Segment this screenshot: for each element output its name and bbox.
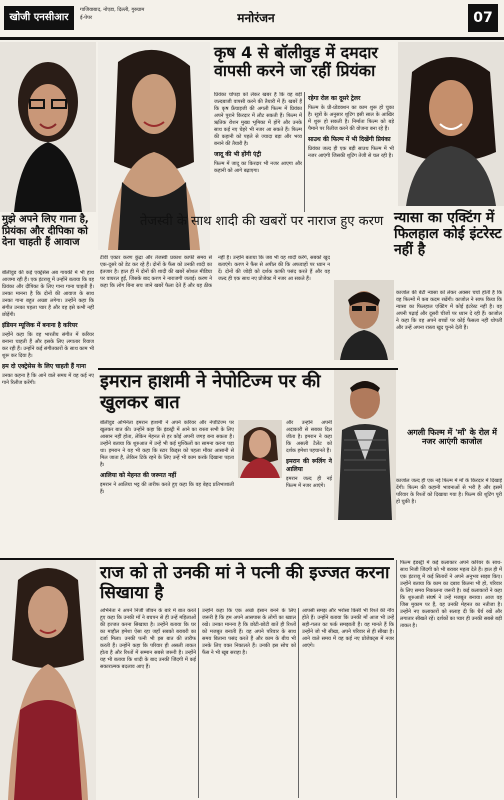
right-bottom-text: फिल्म इंडस्ट्री में कई कलाकार अपने करियर के साथ-साथ निजी जिंदगी को भी बराबर महत्व देते हैं। हाल ही में एक इंटरव्यू में कई सितारों ने अपने अनुभव साझा किए। उन्होंने बताया कि काम का दबाव कितना भी हो, परिवार के लिए समय निकालना जरूरी है। कई कलाकारों ने कहा कि शुरुआती संघर्ष ने उन्हें मजबूत बनाया। आज वह जिस मुकाम पर हैं, वह उनकी मेहनत का नतीजा है। उन्होंने नए कलाकारों को सलाह दी कि धैर्य रखें और लगातार सीखते रहें। दर्शकों का प्यार ही उनकी सबसे बड़ी ताकत है। <box>400 560 502 629</box>
deepika-headline: मुझे अपने लिए गाना है, प्रियंका और दीपिका को देना चाहती हैं आवाज <box>2 214 89 248</box>
priyanka-subhead-magic: जादू की भी होंगी एंट्री <box>214 151 262 158</box>
masthead-meta <box>80 6 200 22</box>
kajol-photo <box>398 42 504 206</box>
raj-headline: राज को तो उनकी मां ने पत्नी की इज्जत करना सिखाया है <box>100 563 390 603</box>
priyanka-text-col2: रहेगा रोल का दूसरे ट्रेलर फिल्म के प्री-प्रोडक्शन का काम शुरू हो चुका है। सूत्रों के अनुसार शूटिंग इसी साल के आखिर में शुरू हो सकती है। निर्माता फिल्म को बड़े पैमाने पर रिलीज करने की योजना बना रहे हैं। साउथ की फिल्म में भी दिखेंगी प्रियंका प्रियंका जल्द ही एक बड़ी साउथ फिल्म में भी नजर आएंगी जिसकी शूटिंग तेजी से चल रही है। <box>308 95 394 159</box>
priyanka-text-col1: प्रियंका चोपड़ा को लेकर खबर है कि वह बड़ी जल्दबाजी वापसी करने की तैयारी में हैं। खबरें हैं कि कृष फ्रैंचाइजी की अगली फिल्म में प्रियंका अपने पुराने किरदार में लौट सकती हैं। फिल्म में ऋतिक रोशन मुख्य भूमिका में होंगे और उनके साथ कई नए चेहरे भी नजर आ सकते हैं। फिल्म की कहानी को पहले से ज्यादा बड़ा और भव्य बनाने की तैयारी है। जादू की भी होंगी एंट्री फिल्म में जादू का किरदार भी नजर आएगा और कहानी को आगे बढ़ाएगा। <box>214 92 302 174</box>
column-divider <box>396 560 397 798</box>
kajol-subhead: अगली फिल्म में 'माँ' के रोल में नजर आएंगी काजोल <box>407 428 497 447</box>
raj-text-col1: अभिनेता ने अपने निजी जीवन के बारे में बात करते हुए कहा कि उनकी माँ ने बचपन से ही उन्हें महिलाओं की इज्जत करना सिखाया है। उन्होंने बताया कि घर का माहौल हमेशा ऐसा रहा जहाँ सबको बराबरी का दर्जा मिला। उनकी पत्नी भी इस बात की तारीफ करती हैं। उन्होंने कहा कि परिवार ही असली ताकत होता है और रिश्तों में सम्मान सबसे जरूरी है। उन्होंने यह भी बताया कि शादी के बाद उनकी जिंदगी में कई सकारात्मक बदलाव आए हैं। <box>100 608 196 670</box>
column-divider <box>198 608 199 798</box>
kajol-headline: न्यासा का एक्टिंग में फिलहाल कोई इंटरेस्ट नहीं है <box>394 210 502 259</box>
deepika-text: बॉलीवुड की कई एक्ट्रेसेस अब गायकी में भी हाथ आजमा रही हैं। एक इंटरव्यू में उन्होंने बताया कि वह प्रियंका और दीपिका के लिए गाना गाना चाहती हैं। उनका मानना है कि दोनों की आवाज के साथ उनका गाना बहुत अच्छा लगेगा। उन्होंने कहा कि संगीत उनका पहला प्यार है और वह इसे कभी नहीं छोड़ेंगी। इंडियन म्यूजिक में बनाना है करियर उन्होंने कहा कि वह भारतीय संगीत में करियर बनाना चाहती हैं और इसके लिए लगातार रियाज कर रही हैं। उन्होंने कई संगीतकारों के साथ काम भी शुरू कर दिया है। हम दो एक्ट्रेसेस के लिए चाहती हैं गाना उनका कहना है कि आने वाले समय में वह कई नए गाने रिलीज करेंगी। <box>2 270 94 386</box>
section-title: मनोरंजन <box>237 11 275 25</box>
priyanka-subhead-role: रहेगा रोल का दूसरे ट्रेलर <box>308 95 361 102</box>
emraan-headline: इमरान हाशमी ने नेपोटिज्म पर की खुलकर बात <box>100 371 321 413</box>
masthead <box>0 0 504 40</box>
emraan-text-col2: और उन्होंने अपनी अदाकारी से सबका दिल जीता है। इमरान ने कहा कि असली टैलेंट को दर्शक हमेशा पहचानते हैं। इमरान की रूलिंग ने आलिया इमरान जल्द ही नई फिल्म में नजर आएंगे। <box>286 420 332 489</box>
deepika-subhead-band: इंडियन म्यूजिक में बनाना है करियर <box>2 322 78 329</box>
deepika-subhead-ends: हम दो एक्ट्रेसेस के लिए चाहती हैं गाना <box>2 363 86 370</box>
priyanka-headline: कृष 4 से बॉलीवुड में दमदार वापसी करने जा रहीं प्रियंका <box>214 43 378 81</box>
emraan-photo <box>334 370 396 520</box>
column-divider <box>304 92 305 212</box>
deepika-photo <box>0 42 96 212</box>
tejasvi-text: टीवी एक्टर करण कुंद्रा और तेजस्वी प्रकाश काफी समय से एक-दूसरे को डेट कर रहे हैं। दोनों के फैंस को उनकी शादी का इंतजार है। हाल ही में दोनों की शादी की खबरें सोशल मीडिया पर वायरल हुईं, जिसके बाद करण ने नाराजगी जताई। करण ने कहा कि लोग बिना सच जाने खबरें फैला देते हैं और यह ठीक नहीं है। उन्होंने बताया कि जब भी वह शादी करेंगे, सबको खुद बताएंगे। करण ने फैंस से अपील की कि अफवाहों पर ध्यान न दें। दोनों की जोड़ी को दर्शक काफी पसंद करते हैं और वह जल्द ही एक साथ नए प्रोजेक्ट में नजर आ सकते हैं। <box>100 255 330 289</box>
priyanka-subhead-wait: साउथ की फिल्म में भी दिखेंगी प्रियंका <box>308 136 391 143</box>
paper-logo: खोजी एनसीआर <box>4 6 74 30</box>
column-divider <box>298 608 299 798</box>
emraan-subhead-actor: आलिया को मेहनत की जरूरत नहीं <box>100 472 177 479</box>
raj-text-col2: उन्होंने कहा कि एक अच्छे इंसान बनने के लिए जरूरी है कि हम अपने आसपास के लोगों का ख्याल रखें। उनका मानना है कि छोटी-छोटी बातें ही रिश्तों को मजबूत बनाती हैं। वह अपने परिवार के साथ समय बिताना पसंद करते हैं और काम के बीच भी उनके लिए वक्त निकालते हैं। उनकी इस सोच को फैंस ने भी खूब सराहा है। <box>202 608 296 656</box>
kajol-text-2: काजोल जल्द ही एक नई फिल्म में माँ के किरदार में दिखाई देंगी। फिल्म की कहानी भावनाओं से भरी है और इसमें परिवार के रिश्तों को दिखाया गया है। फिल्म की शूटिंग पूरी हो चुकी है। <box>396 478 502 505</box>
emraan-text-col1: बॉलीवुड अभिनेता इमरान हाशमी ने अपने करियर और नेपोटिज्म पर खुलकर बात की। उन्होंने कहा कि इंडस्ट्री में आने का रास्ता सभी के लिए आसान नहीं होता, लेकिन मेहनत से हर कोई अपनी जगह बना सकता है। उन्होंने बताया कि शुरुआत में उन्हें भी कई मुश्किलों का सामना करना पड़ा था। इमरान ने यह भी कहा कि स्टार किड्स को पहला मौका आसानी से मिल जाता है, लेकिन टिके रहने के लिए उन्हें भी काम करके दिखाना पड़ता है। आलिया को मेहनत की जरूरत नहीं इमरान ने आलिया भट्ट की तारीफ करते हुए कहा कि वह बेहद प्रतिभाशाली हैं। <box>100 420 234 495</box>
page-number: 07 <box>468 4 498 32</box>
raj-text-col3: आपसी समझ और भरोसा किसी भी रिश्ते की नींव होते हैं। उन्होंने बताया कि उनकी माँ आज भी उन्हें सही-गलत का फर्क समझाती हैं। वह मानते हैं कि उन्होंने जो भी सीखा, अपने परिवार से ही सीखा है। आने वाले समय में वह कई नए प्रोजेक्ट्स में नजर आएंगे। <box>302 608 394 649</box>
alia-photo <box>238 420 282 478</box>
meta-line: गाजियाबाद, नोएडा, दिल्ली, गुरुग्राम <box>80 7 145 13</box>
tejasvi-headline: तेजस्वी के साथ शादी की खबरों पर नाराज हुए करण <box>140 214 384 229</box>
meta-line: ई-पेपर <box>80 15 92 21</box>
karan-photo <box>334 280 394 360</box>
actress-photo-bottom <box>0 560 96 800</box>
kajol-text: काजोल की बेटी न्यासा को लेकर अक्सर चर्चा होती है कि वह फिल्मों में कब कदम रखेंगी। काजोल ने साफ किया कि न्यासा का फिलहाल एक्टिंग में कोई इंटरेस्ट नहीं है। वह अपनी पढ़ाई और दूसरी चीजों पर ध्यान दे रही हैं। काजोल ने कहा कि वह अपने बच्चों पर कोई फैसला नहीं थोपतीं और उन्हें अपना रास्ता खुद चुनने देती हैं। <box>396 290 502 331</box>
emraan-subhead-kangana: इमरान की रूलिंग ने आलिया <box>286 458 332 473</box>
